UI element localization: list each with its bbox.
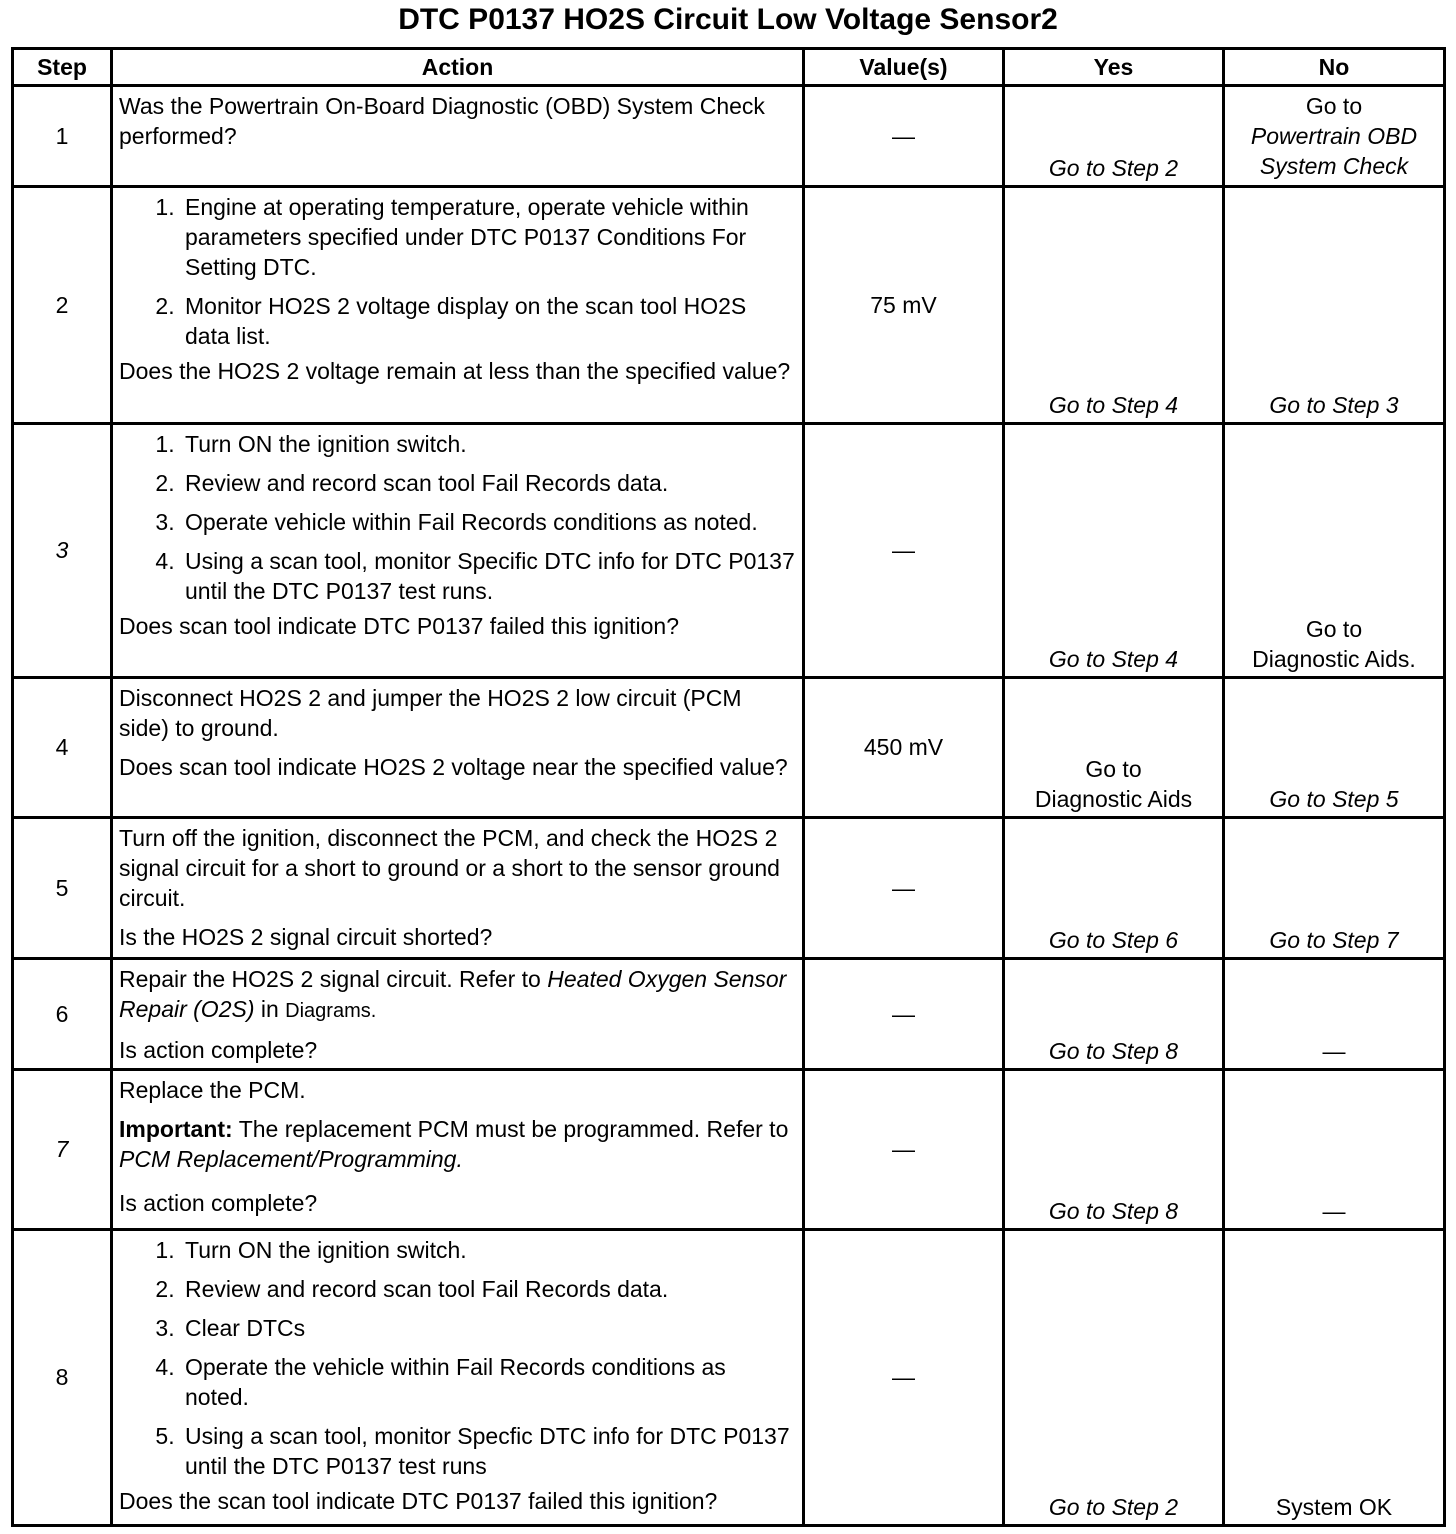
action-question: Does the HO2S 2 voltage remain at less than the specified value? — [119, 358, 791, 384]
action-step-item: 3. Clear DTCs — [181, 1313, 796, 1343]
action-question: Is action complete? — [119, 1037, 318, 1063]
yes-link[interactable]: Go to Step 4 — [1048, 646, 1179, 672]
no-link[interactable]: Go to Step 7 — [1269, 927, 1399, 953]
yes-cell — [1004, 1070, 1224, 1230]
table-row-step-6 — [13, 959, 1445, 1070]
no-link-line2: Diagnostic Aids. — [1252, 646, 1416, 672]
action-text-suffix: Diagrams. — [285, 1000, 377, 1022]
step-number: 2 — [13, 187, 112, 424]
diagnostic-table — [11, 47, 1446, 1527]
action-cell — [112, 1070, 804, 1230]
no-cell — [1224, 187, 1445, 424]
important-label: Important: — [119, 1116, 233, 1142]
no-link[interactable] — [1225, 91, 1443, 181]
step-number: 4 — [13, 678, 112, 818]
yes-link[interactable]: Go to Step 6 — [1048, 927, 1179, 953]
no-link[interactable] — [1225, 614, 1443, 674]
no-link-line2: Powertrain OBD — [1250, 123, 1418, 149]
table-row-step-1 — [13, 86, 1445, 187]
yes-link[interactable]: Go to Step 8 — [1048, 1198, 1179, 1224]
step-number: 6 — [13, 959, 112, 1070]
action-text: Disconnect HO2S 2 and jumper the HO2S 2 low circuit (PCM side) to ground. — [119, 685, 742, 741]
yes-link[interactable]: Go to Step 4 — [1048, 392, 1179, 418]
no-link[interactable]: Go to Step 5 — [1269, 786, 1399, 812]
yes-cell — [1004, 424, 1224, 678]
action-cell — [112, 678, 804, 818]
action-steps-list — [119, 429, 796, 606]
header-yes: Yes — [1004, 49, 1224, 86]
action-text: Was the Powertrain On-Board Diagnostic (OBD) System Check performed? — [119, 93, 765, 149]
no-value: — — [1322, 1038, 1346, 1064]
no-cell — [1224, 818, 1445, 959]
important-reference-link[interactable]: PCM Replacement/Programming. — [119, 1146, 463, 1172]
no-result: System OK — [1275, 1494, 1393, 1520]
action-step-item: 5. Using a scan tool, monitor Specfic DTC info for DTC P0137 until the DTC P0137 test runs — [181, 1421, 796, 1481]
no-cell — [1224, 424, 1445, 678]
step-number: 5 — [13, 818, 112, 959]
value-cell: — — [804, 818, 1004, 959]
yes-link[interactable]: Go to Step 2 — [1048, 1494, 1179, 1520]
action-step-item: 2. Monitor HO2S 2 voltage display on the scan tool HO2S data list. — [181, 291, 796, 351]
no-link-line1: Go to — [1305, 93, 1363, 119]
document-title: DTC P0137 HO2S Circuit Low Voltage Sensor2 — [398, 3, 1058, 36]
action-text: Replace the PCM. — [119, 1077, 306, 1103]
step-number: 3 — [13, 424, 112, 678]
action-step-item: 1. Turn ON the ignition switch. — [181, 1235, 796, 1265]
action-cell — [112, 424, 804, 678]
table-row-step-8 — [13, 1230, 1445, 1526]
no-link-line3: System Check — [1259, 153, 1409, 179]
action-text: Turn off the ignition, disconnect the PCM, and check the HO2S 2 signal circuit for a short to ground or a short to the sensor ground circuit. — [119, 825, 780, 911]
header-row — [13, 49, 1445, 86]
table-row-step-2 — [13, 187, 1445, 424]
action-step-item: 1. Engine at operating temperature, operate vehicle within parameters specified under DTC P0137 Conditions For Setting DTC. — [181, 192, 796, 282]
value-cell: 450 mV — [804, 678, 1004, 818]
yes-link[interactable]: Go to Step 2 — [1048, 155, 1179, 181]
action-step-item: 3. Operate vehicle within Fail Records conditions as noted. — [181, 507, 796, 537]
action-question: Does the scan tool indicate DTC P0137 failed this ignition? — [119, 1488, 718, 1514]
action-step-item: 4. Operate the vehicle within Fail Records conditions as noted. — [181, 1352, 796, 1412]
value-cell: — — [804, 424, 1004, 678]
yes-link-line1: Go to — [1085, 756, 1142, 782]
action-question: Is the HO2S 2 signal circuit shorted? — [119, 924, 493, 950]
action-text-prefix: Repair the HO2S 2 signal circuit. Refer to — [119, 966, 548, 992]
value-cell: — — [804, 1230, 1004, 1526]
action-cell — [112, 86, 804, 187]
no-cell — [1224, 1230, 1445, 1526]
value-cell: — — [804, 1070, 1004, 1230]
action-question: Does scan tool indicate HO2S 2 voltage near the specified value? — [119, 754, 788, 780]
header-step: Step — [13, 49, 112, 86]
no-link-line1: Go to — [1305, 616, 1363, 642]
yes-link[interactable]: Go to Step 8 — [1048, 1038, 1179, 1064]
action-steps-list — [119, 192, 796, 351]
action-cell — [112, 187, 804, 424]
step-number: 7 — [13, 1070, 112, 1230]
yes-cell — [1004, 86, 1224, 187]
header-action: Action — [112, 49, 804, 86]
value-cell: — — [804, 959, 1004, 1070]
yes-cell — [1004, 678, 1224, 818]
no-cell — [1224, 1070, 1445, 1230]
table-row-step-3 — [13, 424, 1445, 678]
action-step-item: 1. Turn ON the ignition switch. — [181, 429, 796, 459]
value-cell: — — [804, 86, 1004, 187]
no-cell — [1224, 678, 1445, 818]
yes-cell — [1004, 1230, 1224, 1526]
no-cell — [1224, 86, 1445, 187]
yes-link[interactable] — [1005, 754, 1222, 814]
action-cell — [112, 818, 804, 959]
action-step-item: 2. Review and record scan tool Fail Records data. — [181, 468, 796, 498]
action-step-item: 2. Review and record scan tool Fail Records data. — [181, 1274, 796, 1304]
action-text-mid: in — [254, 996, 286, 1022]
action-cell — [112, 1230, 804, 1526]
action-cell — [112, 959, 804, 1070]
action-question: Is action complete? — [119, 1190, 318, 1216]
step-number: 8 — [13, 1230, 112, 1526]
yes-cell — [1004, 959, 1224, 1070]
no-cell — [1224, 959, 1445, 1070]
important-note — [119, 1114, 796, 1174]
table-row-step-7 — [13, 1070, 1445, 1230]
header-no: No — [1224, 49, 1445, 86]
yes-cell — [1004, 818, 1224, 959]
yes-link-line2: Diagnostic Aids — [1034, 786, 1193, 812]
action-steps-list — [119, 1235, 796, 1481]
value-cell: 75 mV — [804, 187, 1004, 424]
no-value: — — [1322, 1198, 1346, 1224]
action-step-item: 4. Using a scan tool, monitor Specific DTC info for DTC P0137 until the DTC P0137 test runs. — [181, 546, 796, 606]
header-value: Value(s) — [804, 49, 1004, 86]
table-row-step-4 — [13, 678, 1445, 818]
no-link[interactable]: Go to Step 3 — [1269, 392, 1399, 418]
yes-cell — [1004, 187, 1224, 424]
action-reference-link[interactable]: Heated Oxygen Sensor Repair (O2S) — [119, 966, 787, 1022]
important-text: The replacement PCM must be programmed. Refer to — [232, 1116, 789, 1142]
table-row-step-5 — [13, 818, 1445, 959]
action-question: Does scan tool indicate DTC P0137 failed this ignition? — [119, 613, 679, 639]
step-number: 1 — [13, 86, 112, 187]
action-text — [119, 964, 796, 1026]
